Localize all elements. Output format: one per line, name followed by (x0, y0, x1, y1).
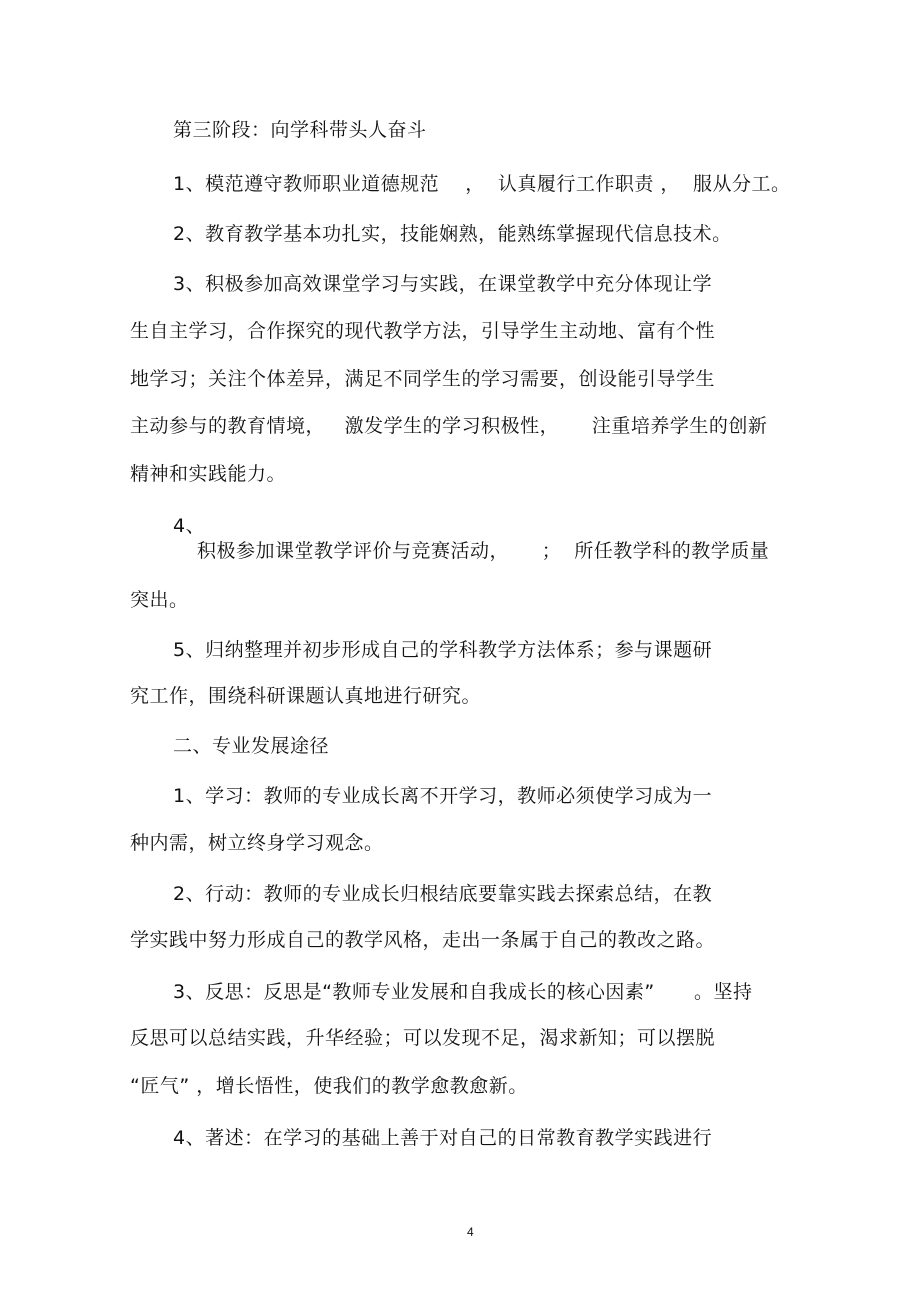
paragraph-line: 种内需，树立终身学习观念。 (130, 832, 384, 854)
paragraph-line: 3、积极参加高效课堂学习与实践，在课堂教学中充分体现让学 (173, 273, 713, 295)
paragraph-line: 反思可以总结实践，升华经验；可以发现不足，渴求新知；可以摆脱 (130, 1027, 716, 1049)
stage-heading: 第三阶段：向学科带头人奋斗 (173, 119, 427, 141)
paragraph-line: 5、归纳整理并初步形成自己的学科教学方法体系；参与课题研 (173, 639, 713, 661)
paragraph-line: 突出。 (130, 589, 189, 611)
paragraph-line: “匠气” ，增长悟性，使我们的教学愈教愈新。 (130, 1075, 528, 1097)
paragraph-line: 积极参加课堂教学评价与竞赛活动， ； 所任教学科的教学质量 (197, 540, 770, 562)
page-number: 4 (467, 1225, 474, 1239)
paragraph-line: 1、模范遵守教师职业道德规范 ， 认真履行工作职责 ， 服从分工。 (173, 173, 791, 195)
paragraph-line: 4、著述：在学习的基础上善于对自己的日常教育教学实践进行 (173, 1127, 713, 1149)
paragraph-line: 3、反思：反思是“教师专业发展和自我成长的核心因素” 。坚持 (173, 981, 753, 1003)
paragraph-line: 2、教育教学基本功扎实，技能娴熟，能熟练掌握现代信息技术。 (173, 223, 732, 245)
paragraph-line: 生自主学习，合作探究的现代教学方法，引导学生主动地、富有个性 (130, 320, 716, 342)
paragraph-line: 1、学习：教师的专业成长离不开学习，教师必须使学习成为一 (173, 785, 713, 807)
paragraph-line: 4、 (173, 515, 206, 537)
paragraph-line: 精神和实践能力。 (130, 463, 287, 485)
paragraph-line: 学实践中努力形成自己的教学风格，走出一条属于自己的教改之路。 (130, 929, 716, 951)
paragraph-line: 究工作，围绕科研课题认真地进行研究。 (130, 685, 482, 707)
paragraph-line: 主动参与的教育情境， 激发学生的学习积极性， 注重培养学生的创新 (130, 415, 768, 437)
paragraph-line: 2、行动：教师的专业成长归根结底要靠实践去探索总结，在教 (173, 883, 713, 905)
paragraph-line: 地学习；关注个体差异，满足不同学生的学习需要，创设能引导学生 (130, 368, 716, 390)
section-heading: 二、专业发展途径 (173, 735, 330, 757)
